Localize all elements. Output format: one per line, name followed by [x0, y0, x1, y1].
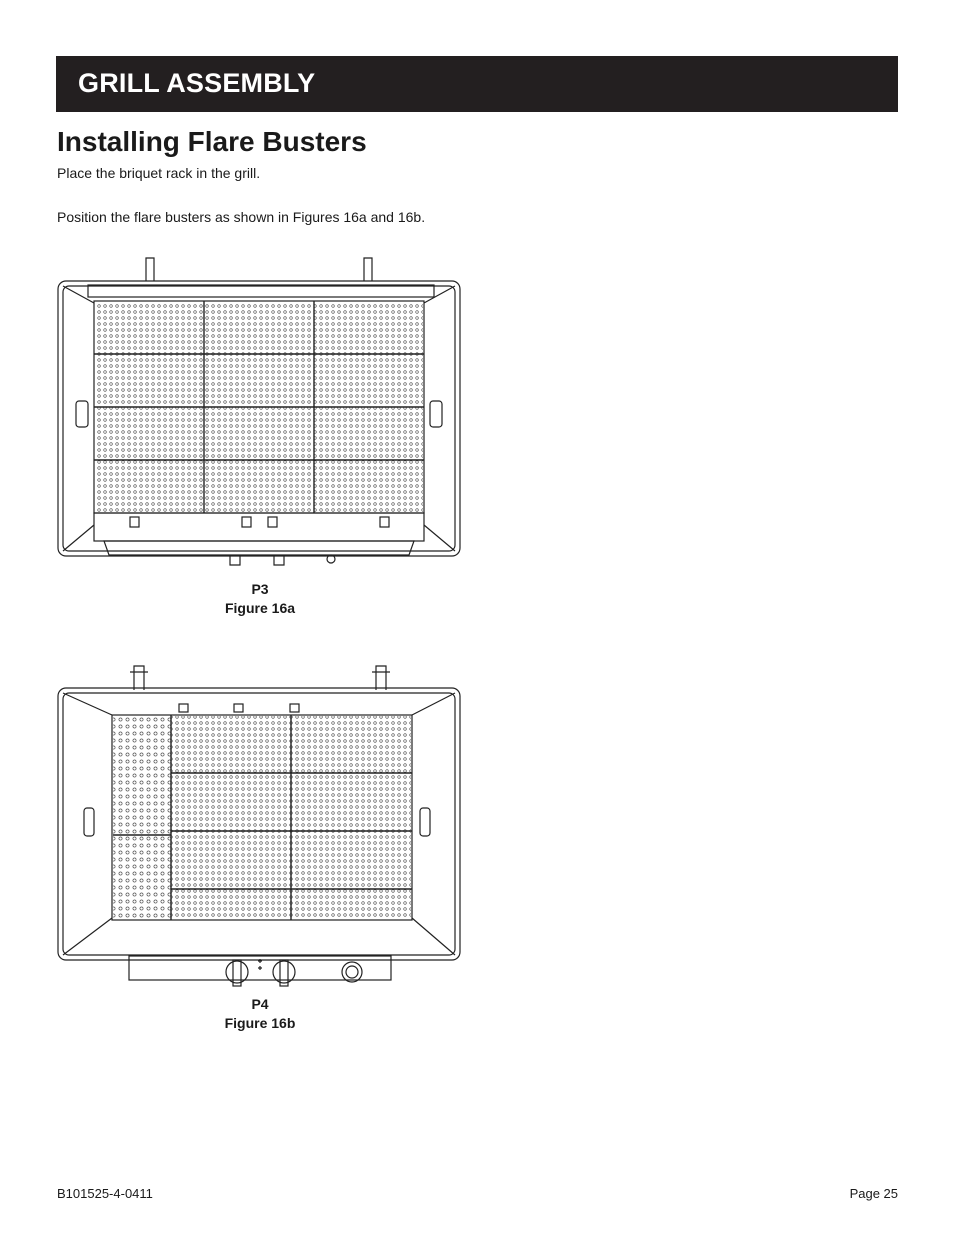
instruction-paragraph-2: Position the flare busters as shown in Figures 16a and 16b.: [57, 209, 426, 225]
figure-16b-grill-diagram: [54, 660, 464, 995]
instruction-paragraph-1: Place the briquet rack in the grill.: [57, 165, 261, 181]
page-number: Page 25: [849, 1186, 898, 1201]
figure-16b-title: Figure 16b: [224, 1015, 296, 1031]
page-heading: Installing Flare Busters: [57, 126, 367, 157]
figure-16a-grill-diagram: [54, 255, 464, 575]
figure-16a-caption: [57, 580, 463, 618]
figure-16b-caption: [57, 995, 463, 1033]
section-banner: [56, 56, 898, 112]
figure-16b-model-label: P4: [251, 996, 269, 1012]
figure-16a-model-label: P3: [251, 581, 269, 597]
section-title: GRILL ASSEMBLY: [78, 68, 316, 98]
document-number: B101525-4-0411: [57, 1186, 153, 1201]
figure-16a-title: Figure 16a: [224, 600, 296, 616]
